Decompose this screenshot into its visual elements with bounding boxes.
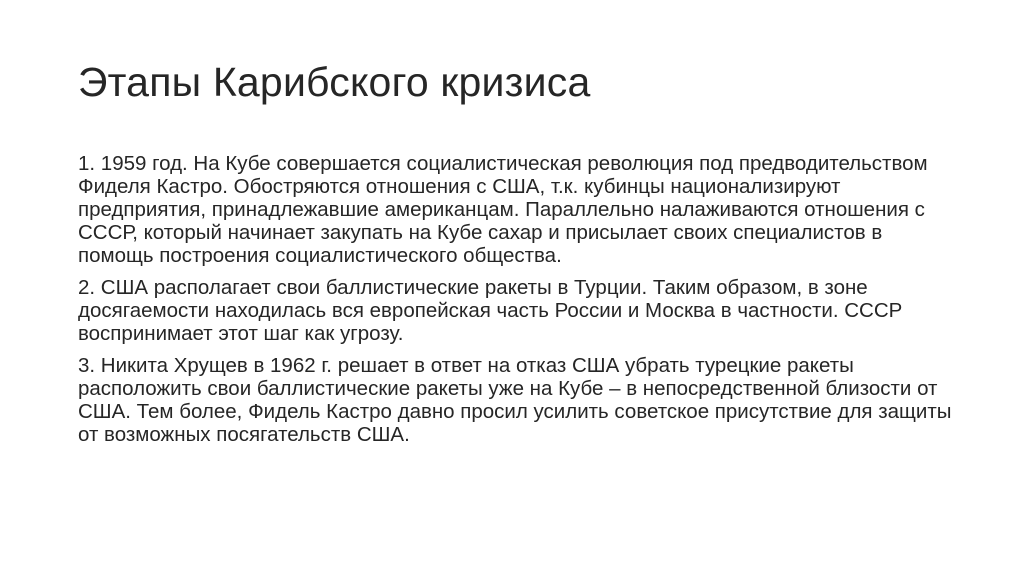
paragraph-stage-1: 1. 1959 год. На Кубе совершается социалистическая революция под предводительством Фиделя Кастро. Обостряются отношения с США, т.к. кубинцы национализируют предприятия, принадлежавшие американцам. Параллельно налаживаются отношения с СССР, который начинает закупать на Кубе сахар и присылает своих специалистов в помощь построения социалистического общества. (78, 152, 928, 267)
slide-title: Этапы Карибского кризиса (78, 59, 591, 105)
slide-body (78, 152, 958, 455)
paragraph-stage-3: 3. Никита Хрущев в 1962 г. решает в ответ на отказ США убрать турецкие ракеты расположить свои баллистические ракеты уже на Кубе – в непосредственной близости от США. Тем более, Фидель Кастро давно просил усилить советское присутствие для защиты от возможных посягательств США. (78, 354, 952, 446)
paragraph-stage-2: 2. США располагает свои баллистические ракеты в Турции. Таким образом, в зоне досягаемости находилась вся европейская часть России и Москва в частности. СССР воспринимает этот шаг как угрозу. (78, 276, 903, 345)
